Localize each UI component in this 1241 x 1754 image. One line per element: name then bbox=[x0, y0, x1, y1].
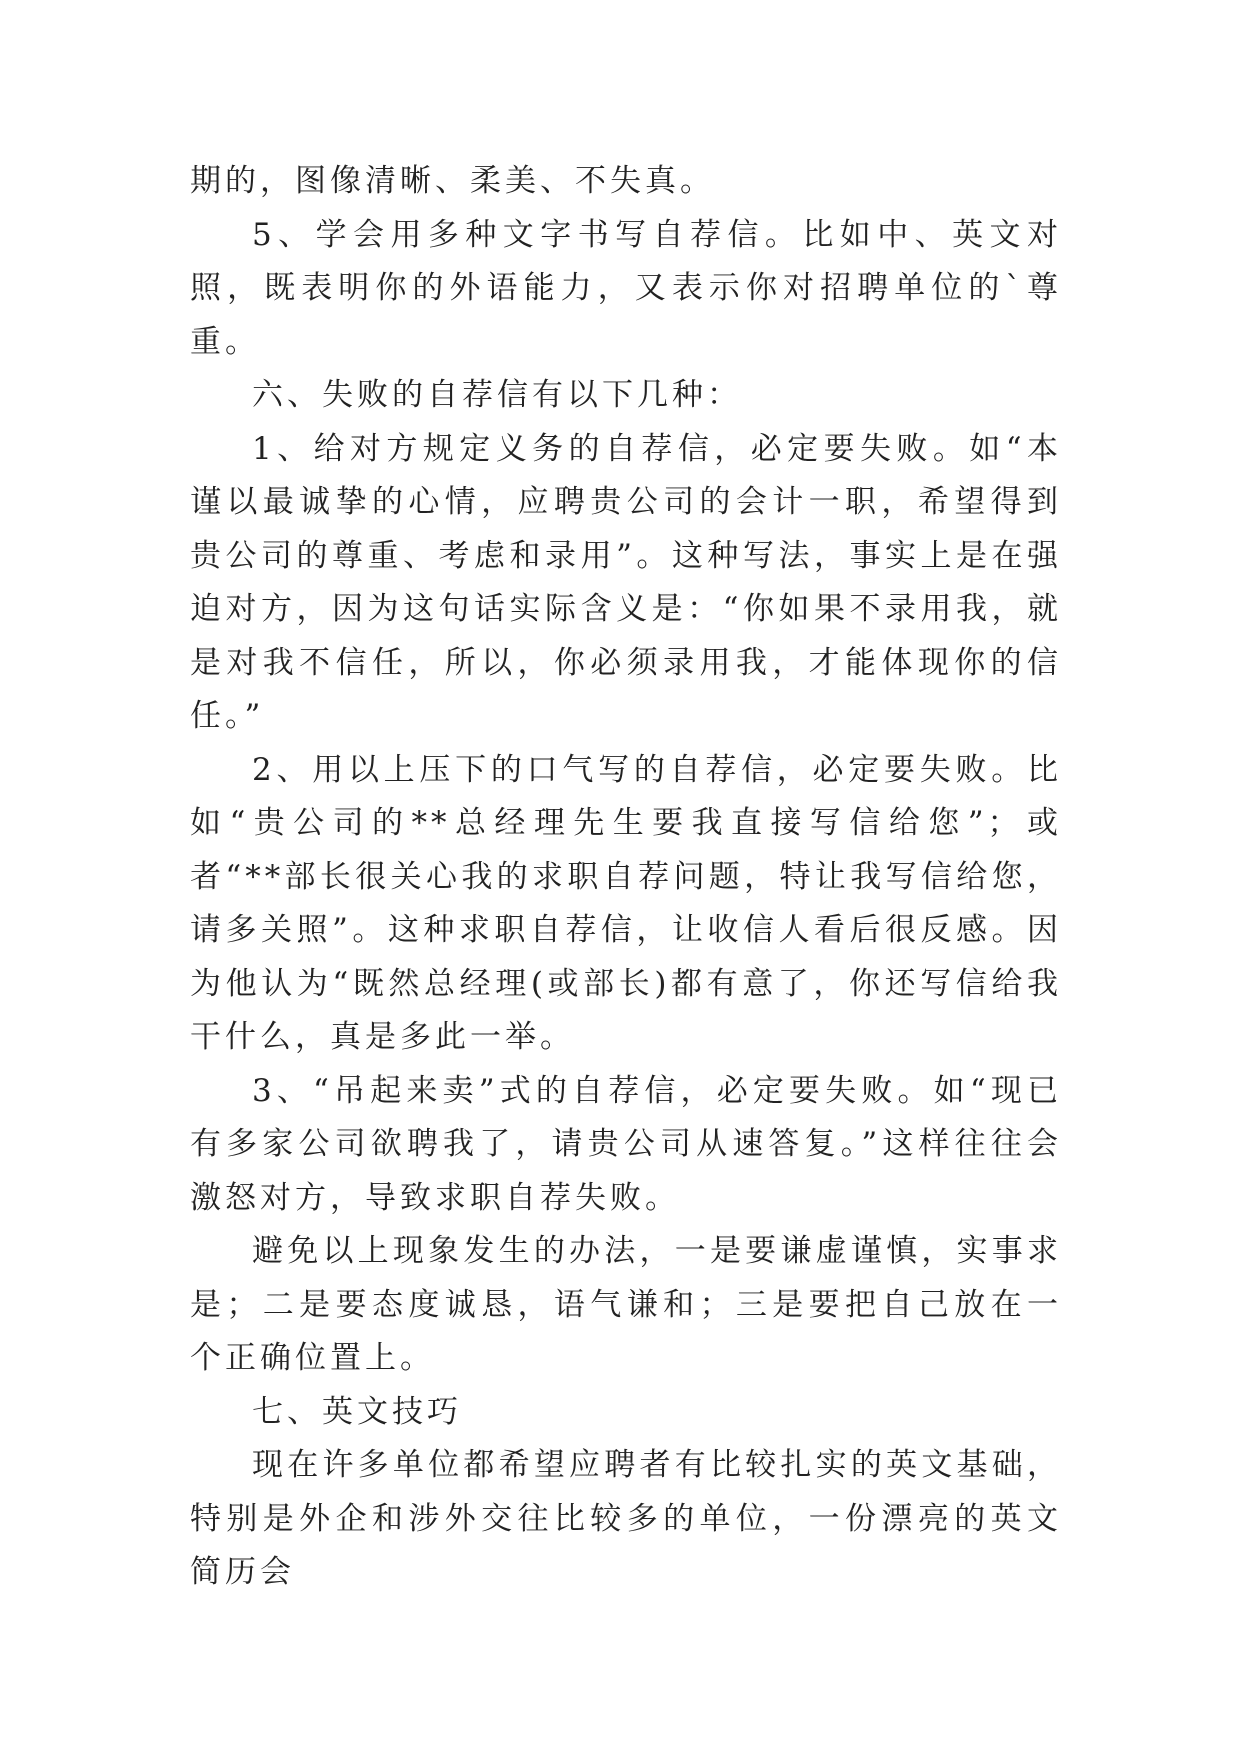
section-heading-7: 七、英文技巧 bbox=[252, 1393, 462, 1430]
paragraph-english-tips: 现在许多单位都希望应聘者有比较扎实的英文基础，特别是外企和涉外交往比较多的单位，一份漂亮的英文简历会 bbox=[190, 1447, 1062, 1590]
document-body bbox=[190, 155, 1062, 1600]
section-heading-6: 六、失败的自荐信有以下几种： bbox=[252, 377, 742, 413]
paragraph-failure-3: 3、“吊起来卖”式的自荐信，必定要失败。如“现已有多家公司欲聘我了，请贵公司从速答复。”这样往往会激怒对方，导致求职自荐失败。 bbox=[190, 1072, 1062, 1216]
paragraph-failure-2: 2、用以上压下的口气写的自荐信，必定要失败。比如“贵公司的**总经理先生要我直接写信给您”；或者“**部长很关心我的求职自荐问题，特让我写信给您，请多关照”。这种求职自荐信，让收信人看后很反感。因为他认为“既然总经理(或部长)都有意了，你还写信给我干什么，真是多此一举。 bbox=[190, 751, 1062, 1055]
paragraph-avoidance: 避免以上现象发生的办法，一是要谦虚谨慎，实事求是；二是要态度诚恳，语气谦和；三是要把自己放在一个正确位置上。 bbox=[190, 1233, 1062, 1376]
paragraph-failure-1: 1、给对方规定义务的自荐信，必定要失败。如“本谨以最诚挚的心情，应聘贵公司的会计一职，希望得到贵公司的尊重、考虑和录用”。这种写法，事实上是在强迫对方，因为这句话实际含义是：“你如果不录用我，就是对我不信任，所以，你必须录用我，才能体现你的信任。” bbox=[190, 430, 1062, 734]
paragraph-tip-5: 5、学会用多种文字书写自荐信。比如中、英文对照，既表明你的外语能力，又表示你对招聘单位的`尊重。 bbox=[190, 216, 1062, 360]
paragraph-continuation: 期的，图像清晰、柔美、不失真。 bbox=[190, 163, 715, 199]
